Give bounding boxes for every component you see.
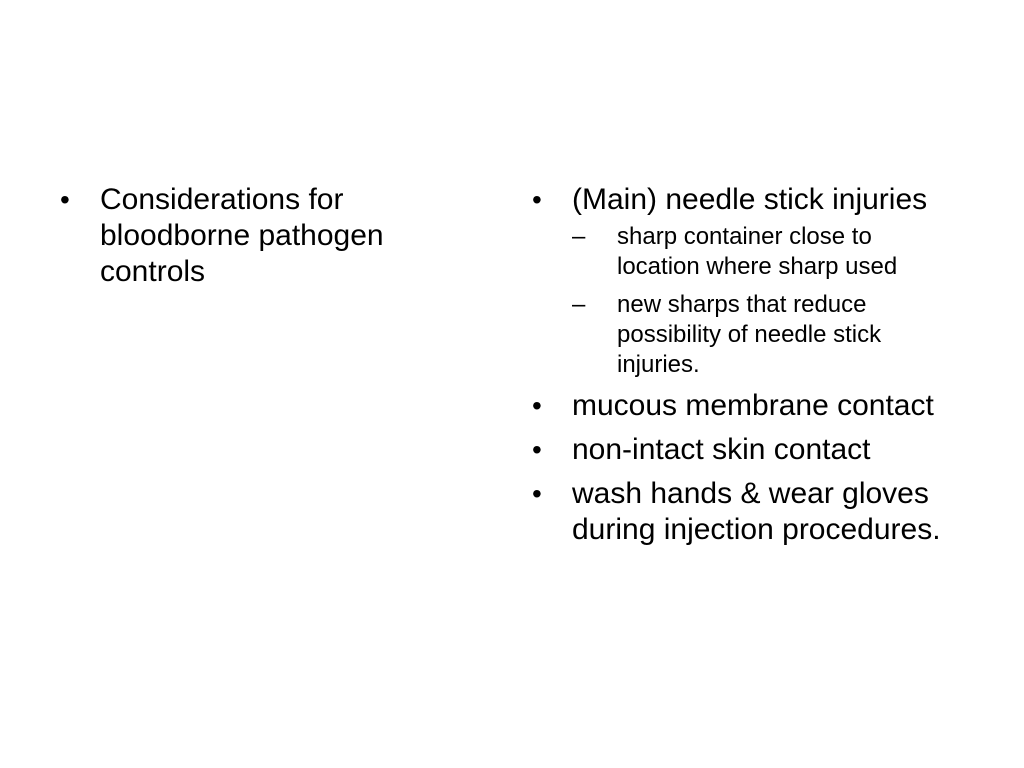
list-item [530,476,960,548]
bullet-text: non-intact skin contact [572,433,871,466]
right-bullet-list [530,182,960,548]
bullet-text: Considerations for bloodborne pathogen controls [100,183,384,288]
bullet-icon [532,476,556,512]
dash-icon [572,222,602,252]
list-item [530,388,960,424]
bullet-icon [532,388,556,424]
right-content-column [530,182,960,556]
sub-list-item [572,222,960,282]
sub-list-item [572,290,960,380]
bullet-text: (Main) needle stick injuries [572,183,928,216]
sub-bullet-text: sharp container close to location where sharp used [617,223,898,280]
dash-icon [572,290,602,320]
sub-bullet-list [572,222,960,380]
bullet-text: wash hands & wear gloves during injection procedures. [572,477,941,546]
list-item [530,182,960,380]
left-content-column [58,182,458,298]
bullet-icon [532,182,556,218]
bullet-icon [532,432,556,468]
left-bullet-list [58,182,458,290]
bullet-text: mucous membrane contact [572,389,934,422]
sub-bullet-text: new sharps that reduce possibility of needle stick injuries. [617,291,882,378]
list-item [530,432,960,468]
bullet-icon [60,182,84,218]
list-item [58,182,458,290]
